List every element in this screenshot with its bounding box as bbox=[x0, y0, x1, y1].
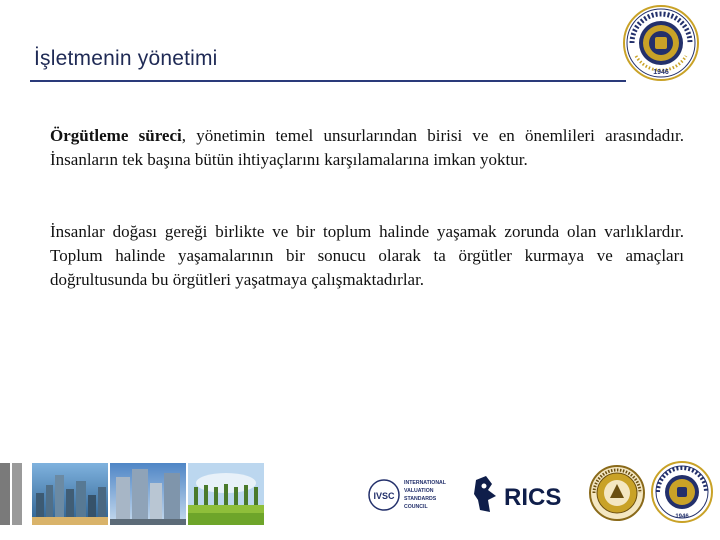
svg-text:1946: 1946 bbox=[653, 69, 669, 76]
footer-grey-bar bbox=[0, 463, 10, 525]
rics-logo bbox=[470, 470, 578, 520]
ivsc-line-4: COUNCIL bbox=[404, 504, 428, 510]
ivsc-abbr: IVSC bbox=[373, 491, 395, 501]
ivsc-line-3: STANDARDS bbox=[404, 496, 437, 502]
footer-seal-year: 1946 bbox=[675, 514, 689, 520]
title-divider bbox=[30, 80, 626, 82]
office-towers-photo bbox=[110, 463, 186, 525]
slide-title: İşletmenin yönetimi bbox=[34, 47, 218, 70]
paragraph1-bold-term: Örgütleme süreci bbox=[50, 126, 182, 145]
footer-grey-bar bbox=[12, 463, 22, 525]
city-skyline-photo bbox=[32, 463, 108, 525]
university-seal-footer-logo bbox=[650, 460, 714, 524]
paragraph1-text: , yönetimin temel unsurlarından birisi ve en önemlileri arasındadır. İnsanların tek başına bütün ihtiyaçlarını karşılamalarına imkan yoktur. bbox=[50, 126, 684, 169]
rics-text: RICS bbox=[504, 484, 562, 511]
university-seal-logo bbox=[622, 4, 700, 82]
ivsc-line-1: INTERNATIONAL bbox=[404, 480, 446, 486]
green-field-photo bbox=[188, 463, 264, 525]
faculty-seal-logo bbox=[588, 464, 646, 522]
paragraph-organization-process bbox=[50, 124, 684, 172]
ivsc-logo bbox=[366, 470, 462, 520]
ivsc-line-2: VALUATION bbox=[404, 488, 434, 494]
paragraph-human-society: İnsanlar doğası gereği birlikte ve bir toplum halinde yaşamak zorunda olan varlıklardır. Toplum halinde yaşamalarının bir sonucu olarak ta örgütler kurmaya ve amaçları doğrultusunda bu örgütleri yaşatmaya çalışmaktadırlar. bbox=[50, 222, 684, 289]
